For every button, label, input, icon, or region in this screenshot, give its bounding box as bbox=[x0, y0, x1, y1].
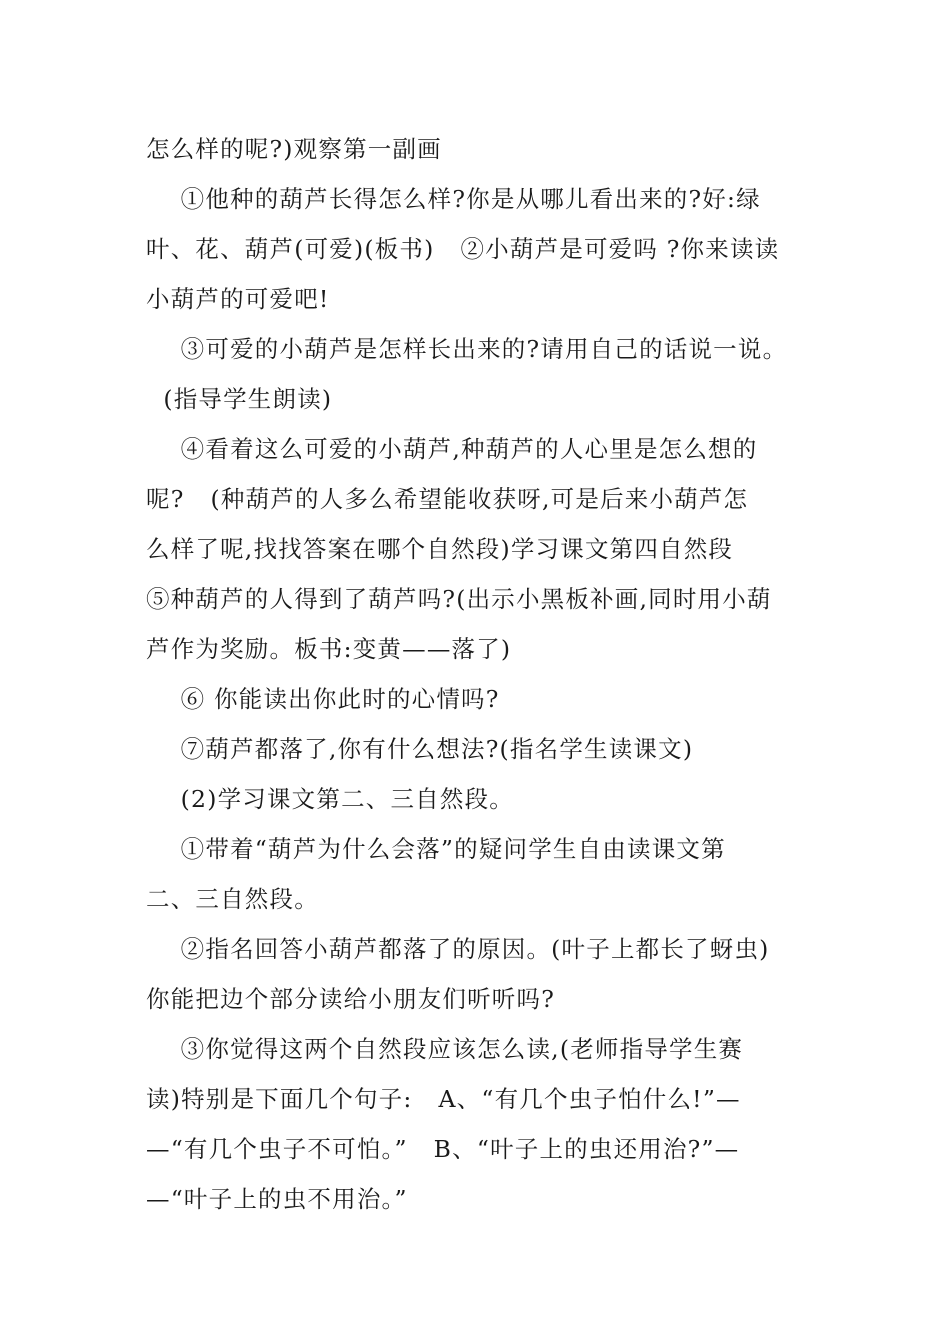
text-line: 呢? (种葫芦的人多么希望能收获呀,可是后来小葫芦怎 bbox=[146, 485, 749, 513]
text-line: ①他种的葫芦长得怎么样?你是从哪儿看出来的?好:绿 bbox=[146, 185, 761, 213]
text-line: 读)特别是下面几个句子: A、“有几个虫子怕什么!”— bbox=[146, 1085, 741, 1113]
text-line: 芦作为奖励。板书:变黄——落了) bbox=[146, 635, 512, 663]
text-line: 二、三自然段。 bbox=[146, 885, 319, 913]
text-line: ③你觉得这两个自然段应该怎么读,(老师指导学生赛 bbox=[146, 1035, 744, 1063]
text-line: (指导学生朗读) bbox=[146, 385, 333, 413]
text-line: ⑥ 你能读出你此时的心情吗? bbox=[146, 685, 500, 713]
text-line: 么样了呢,找找答案在哪个自然段)学习课文第四自然段 bbox=[146, 535, 734, 563]
text-line: —“叶子上的虫不用治。” bbox=[146, 1185, 408, 1213]
text-line: (2)学习课文第二、三自然段。 bbox=[146, 785, 514, 813]
text-line: —“有几个虫子不可怕。” B、“叶子上的虫还用治?”— bbox=[146, 1135, 740, 1163]
text-line: 小葫芦的可爱吧! bbox=[146, 285, 330, 313]
text-line: ②指名回答小葫芦都落了的原因。(叶子上都长了蚜虫) bbox=[146, 935, 770, 963]
text-line: 怎么样的呢?)观察第一副画 bbox=[146, 135, 442, 163]
text-line: 叶、花、葫芦(可爱)(板书) ②小葫芦是可爱吗 ?你来读读 bbox=[146, 235, 780, 263]
text-line: ④看着这么可爱的小葫芦,种葫芦的人心里是怎么想的 bbox=[146, 435, 758, 463]
text-line: ③可爱的小葫芦是怎样长出来的?请用自己的话说一说。 bbox=[146, 335, 788, 363]
text-line: ⑦葫芦都落了,你有什么想法?(指名学生读课文) bbox=[146, 735, 694, 763]
text-line: ⑤种葫芦的人得到了葫芦吗?(出示小黑板补画,同时用小葫 bbox=[146, 585, 772, 613]
text-line: ①带着“葫芦为什么会落”的疑问学生自由读课文第 bbox=[146, 835, 726, 863]
text-line: 你能把边个部分读给小朋友们听听吗? bbox=[146, 985, 555, 1013]
